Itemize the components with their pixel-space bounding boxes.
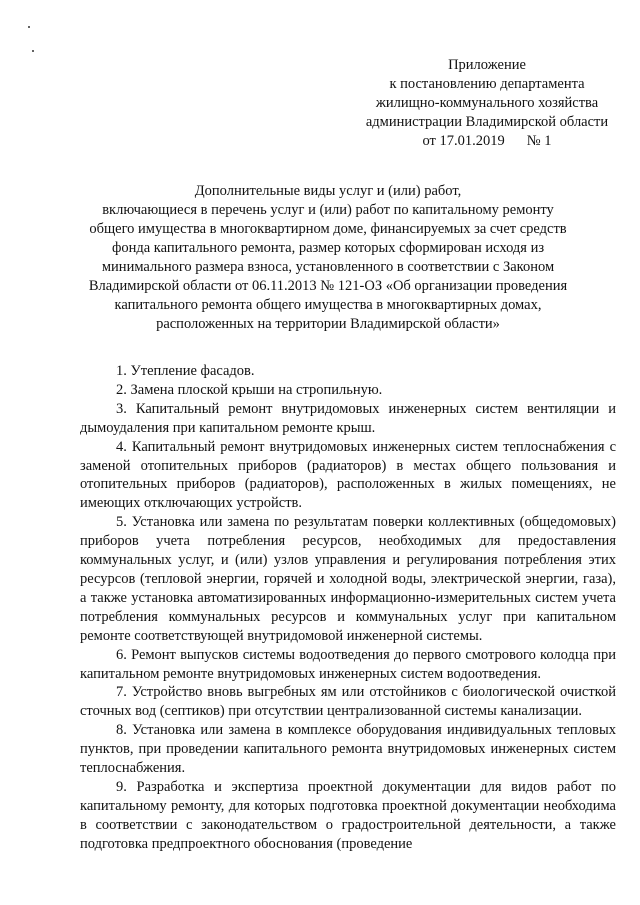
scan-speck-bottom [32, 50, 34, 52]
list-item: 2. Замена плоской крыши на стропильную. [116, 381, 383, 398]
list-item: 9. Разработка и экспертиза проектной документации для видов работ по капитальному ремонту, для которых подготовка проектной документации необходима в соответствии с законодательством о градостроительной деятельности, а также подготовка предпроектного обоснования (проведение [80, 778, 616, 852]
appendix-header [352, 56, 622, 151]
appendix-line-3: жилищно-коммунального хозяйства [375, 95, 599, 111]
appendix-date: от 17.01.2019 [422, 133, 505, 149]
work-list [80, 362, 616, 854]
title-line-2: включающиеся в перечень услуг и (или) работ по капитальному ремонту [102, 202, 554, 218]
appendix-date-row [352, 132, 622, 151]
title-line-5: минимального размера взноса, установленного в соответствии с Законом [101, 259, 555, 275]
appendix-line-2: к постановлению департамента [389, 76, 585, 92]
appendix-line-4: администрации Владимирской области [365, 114, 609, 130]
document-title [60, 182, 596, 334]
list-item: 4. Капитальный ремонт внутридомовых инженерных систем теплоснабжения с заменой отопительных приборов (радиаторов) в местах общего пользования и отопительных приборов (радиаторов), расположенных в жилых помещениях, не имеющих отключающих устройств. [80, 438, 616, 512]
scan-speck-top [28, 26, 30, 28]
list-item: 7. Устройство вновь выгребных ям или отстойников с биологической очисткой сточных вод (септиков) при отсутствии централизованной системы канализации. [80, 684, 616, 720]
title-line-8: расположенных на территории Владимирской области» [156, 316, 500, 332]
title-line-3: общего имущества в многоквартирном доме, финансируемых за счет средств [89, 221, 567, 237]
title-line-7: капитального ремонта общего имущества в многоквартирных домах, [114, 297, 542, 313]
list-item: 6. Ремонт выпусков системы водоотведения до первого смотрового колодца при капитальном ремонте внутридомовых инженерных систем водоотведения. [80, 646, 616, 682]
title-line-6: Владимирской области от 06.11.2013 № 121-ОЗ «Об организации проведения [88, 278, 568, 294]
list-item: 1. Утепление фасадов. [116, 363, 255, 379]
title-line-1: Дополнительные виды услуг и (или) работ, [194, 183, 462, 199]
list-item: 8. Установка или замена в комплексе оборудования индивидуальных тепловых пунктов, при проведении капитального ремонта внутридомовых инженерных систем теплоснабжения. [80, 722, 616, 777]
appendix-line-1: Приложение [448, 57, 526, 73]
list-item: 3. Капитальный ремонт внутридомовых инженерных систем вентиляции и дымоудаления при капитальном ремонте крыш. [80, 400, 616, 436]
list-item: 5. Установка или замена по результатам поверки коллективных (общедомовых) приборов учета потребления ресурсов, необходимых для предоставления коммунальных услуг, и (или) узлов управления и регулирования потребления этих ресурсов (тепловой энергии, горячей и холодной воды, электрической энергии, газа), а также установка автоматизированных информационно-измерительных систем учета потребления коммунальных ресурсов и коммунальных услуг при капитальном ремонте соответствующей внутридомовой инженерной системы. [80, 514, 616, 644]
title-line-4: фонда капитального ремонта, размер которых сформирован исходя из [111, 240, 545, 256]
appendix-number: № 1 [526, 133, 552, 149]
